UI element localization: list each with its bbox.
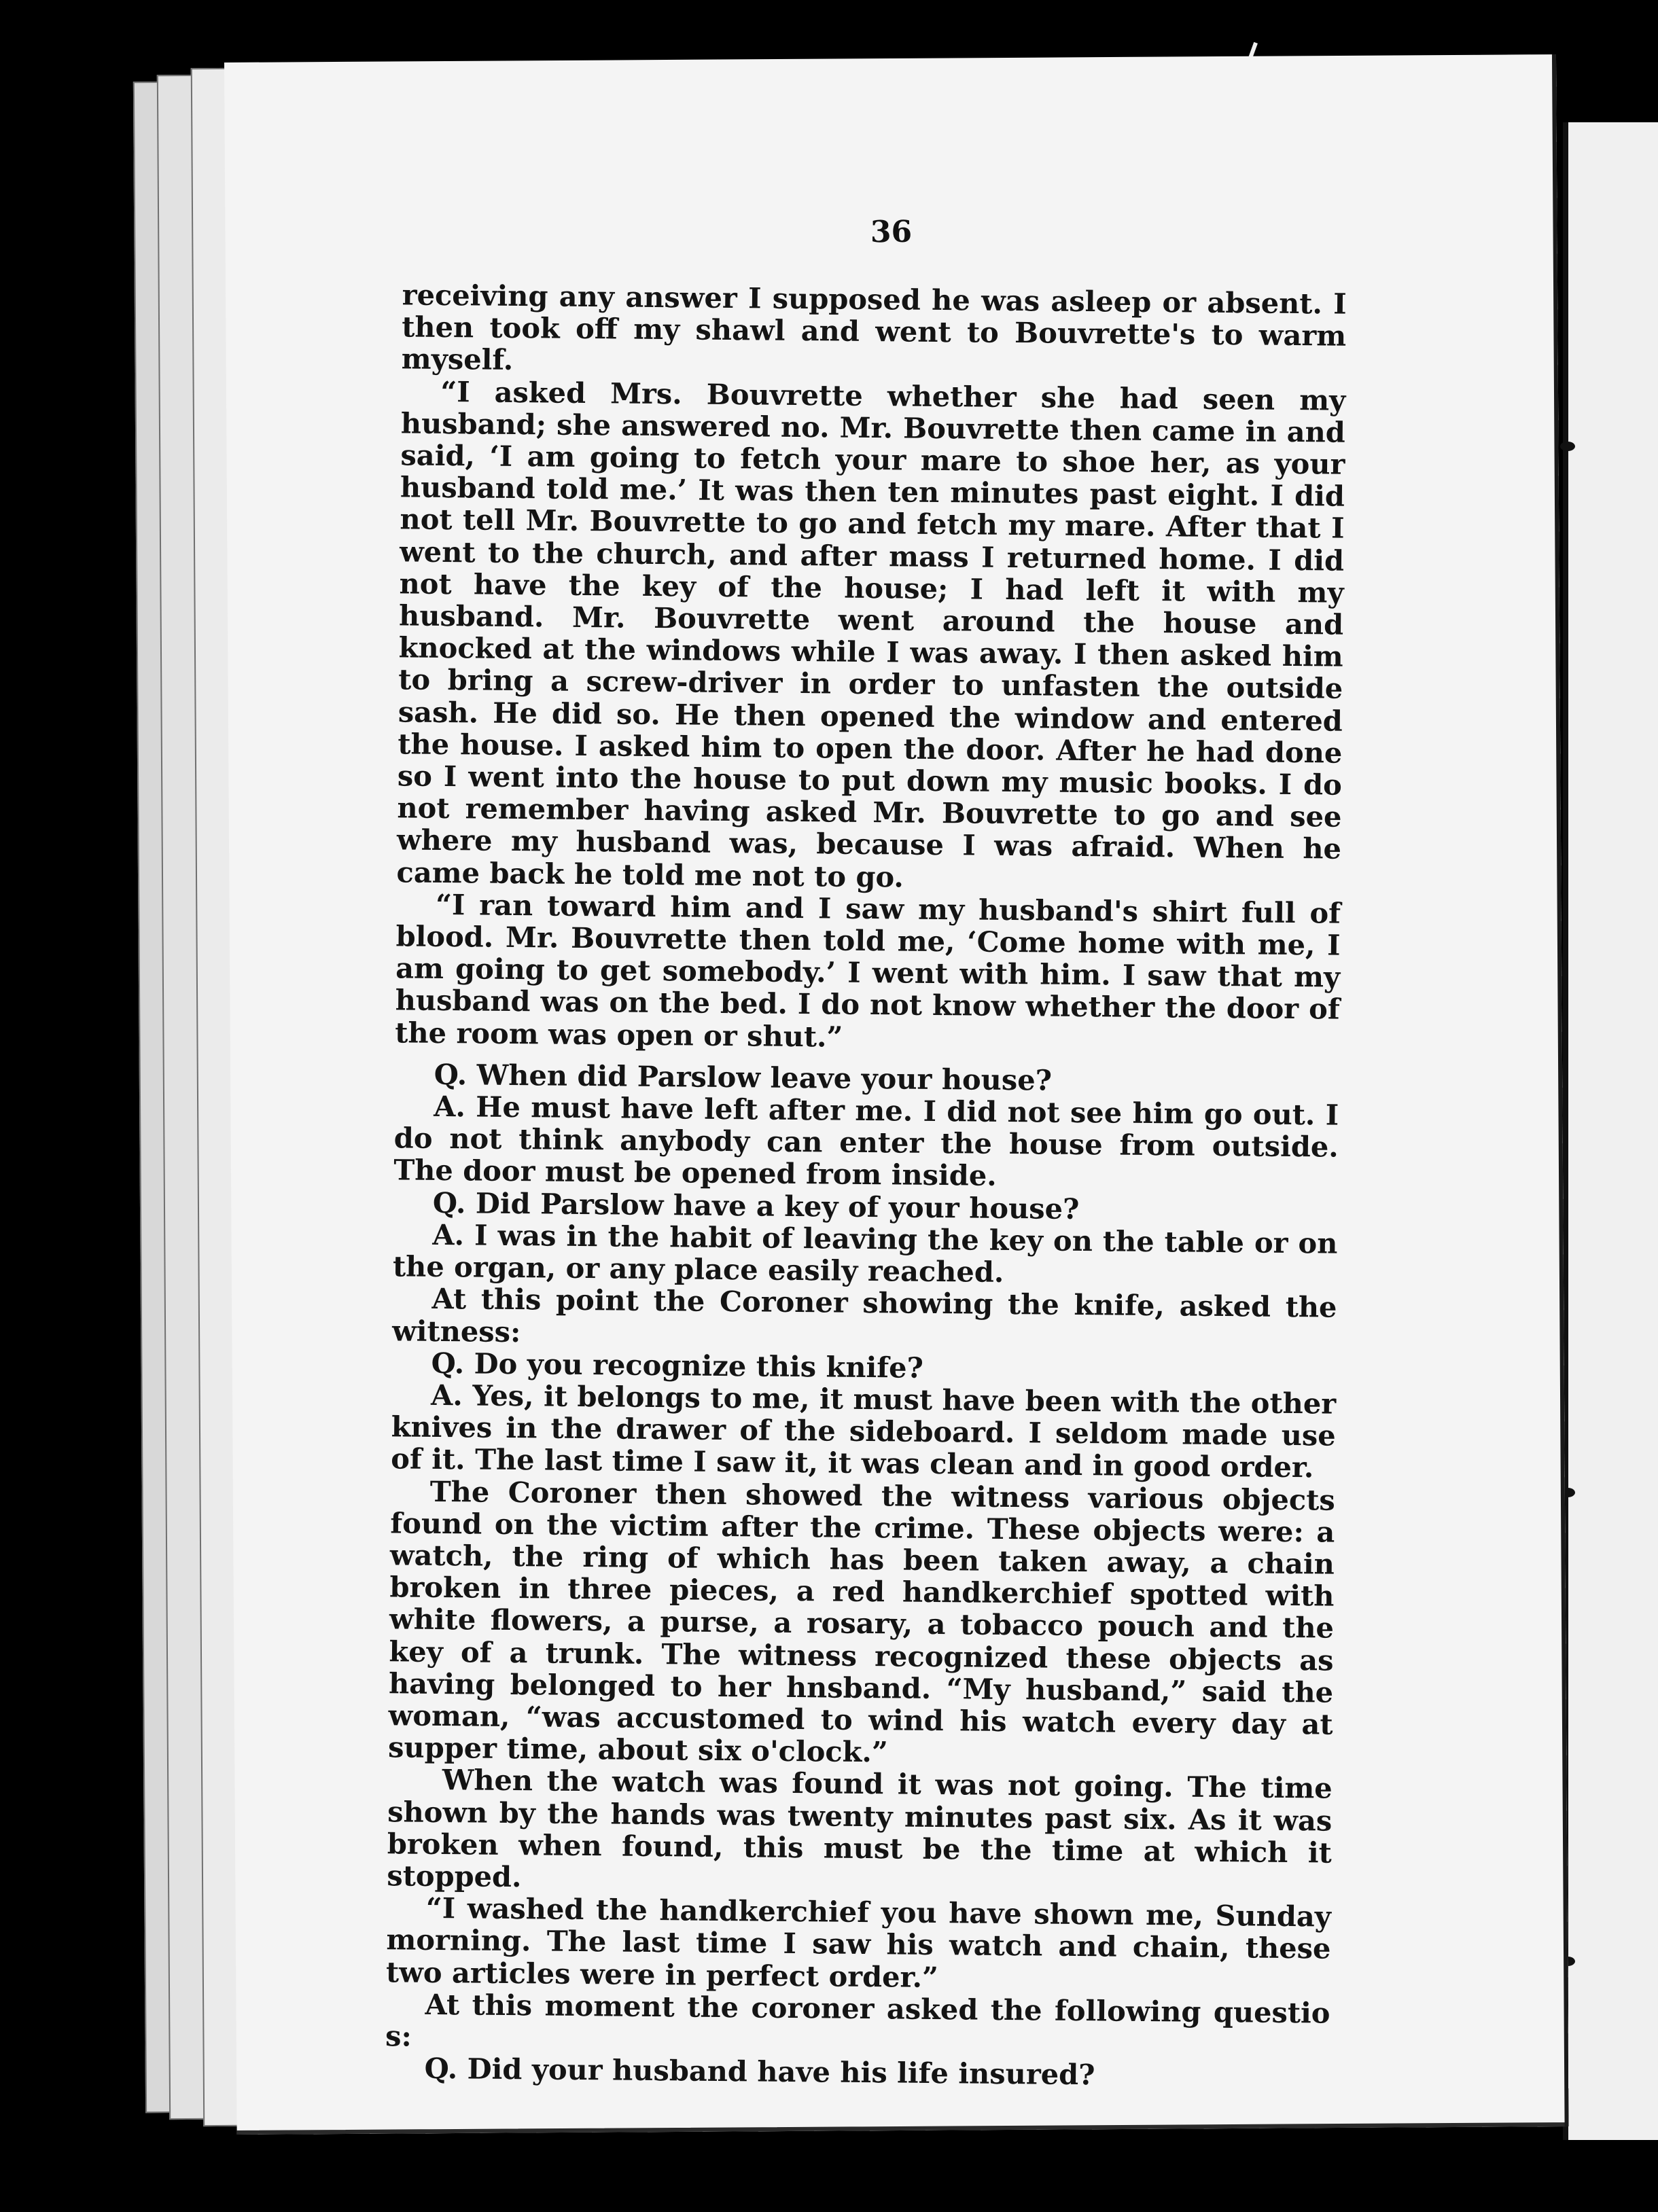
facing-page-edge xyxy=(1563,122,1658,2140)
answer: A. He must have left after me. I did not see him go out. I do not think anybody can enter the house from outside. The door must be opened from inside. xyxy=(393,1089,1339,1193)
page-body-text xyxy=(385,279,1346,2093)
paragraph: “I asked Mrs. Bouvrette whether she had seen my husband; she answered no. Mr. Bouvrette then came in and said, ‘I am going to fetch your mare to shoe her, as your husband told me.’ It was then ten minutes past eight. I did not tell Mr. Bouvrette to go and fetch my mare. After that I went to the church, and after mass I returned home. I did not have the key of the house; I had left it with my husband. Mr. Bouvrette went around the house and knocked at the windows while I was away. I then asked him to bring a screw-driver in order to unfasten the outside sash. He did so. He then opened the window and entered the house. I asked him to open the door. After he had done so I went into the house to put down my music books. I do not remember having asked Mr. Bouvrette to go and see where my husband was, because I was afraid. When he came back he told me not to go. xyxy=(396,374,1346,894)
paragraph: “I washed the handkerchief you have shown me, Sunday morning. The last time I saw his watch and chain, these two articles were in perfect order.” xyxy=(385,1891,1332,1994)
paragraph: “I ran toward him and I saw my husband's shirt full of blood. Mr. Bouvrette then told me, ‘Come home with me, I am going to get somebody.’ I went with him. I saw that my husband was on the bed. I do not know whether the door of the room was open or shut.” xyxy=(395,887,1341,1054)
question: Q. Did your husband have his life insured? xyxy=(424,2052,1095,2092)
paragraph: receiving any answer I supposed he was asleep or absent. I then took off my shawl and went to Bouvrette's to warm myself. xyxy=(401,278,1347,377)
page-number: 36 xyxy=(870,214,913,250)
question: Q. Do you recognize this knife? xyxy=(431,1346,924,1385)
question: Q. When did Parslow leave your house? xyxy=(434,1057,1053,1097)
paragraph: At this moment the coroner asked the following questio s: xyxy=(385,1987,1330,2053)
paragraph: The Coroner then showed the witness various objects found on the victim after the crime. These objects were: a watch, the ring of which has been taken away, a chain broken in three pieces, a red handkerchief spotted with white flowers, a purse, a rosary, a tobacco pouch and the key of a trunk. The witness recognized these objects as having belonged to her hnsband. “My husband,” said the woman, “was accustomed to wind his watch every day at supper time, about six o'clock.” xyxy=(387,1474,1335,1769)
paragraph: At this point the Coroner showing the knife, asked the witness: xyxy=(391,1282,1337,1349)
answer: A. I was in the habit of leaving the key on the table or on the organ, or any place easily reached. xyxy=(392,1217,1338,1289)
binding-mark xyxy=(1560,442,1575,451)
paragraph: When the watch was found it was not going. The time shown by the hands was twenty minutes past six. As it was broken when found, this must be the time at which it stopped. xyxy=(387,1763,1333,1894)
question: Q. Did Parslow have a key of your house? xyxy=(432,1185,1080,1226)
answer: A. Yes, it belongs to me, it must have been with the other knives in the drawer of the sideboard. I seldom made use of it. The last time I saw it, it was clean and in good order. xyxy=(391,1378,1337,1484)
book-page xyxy=(224,54,1569,2135)
